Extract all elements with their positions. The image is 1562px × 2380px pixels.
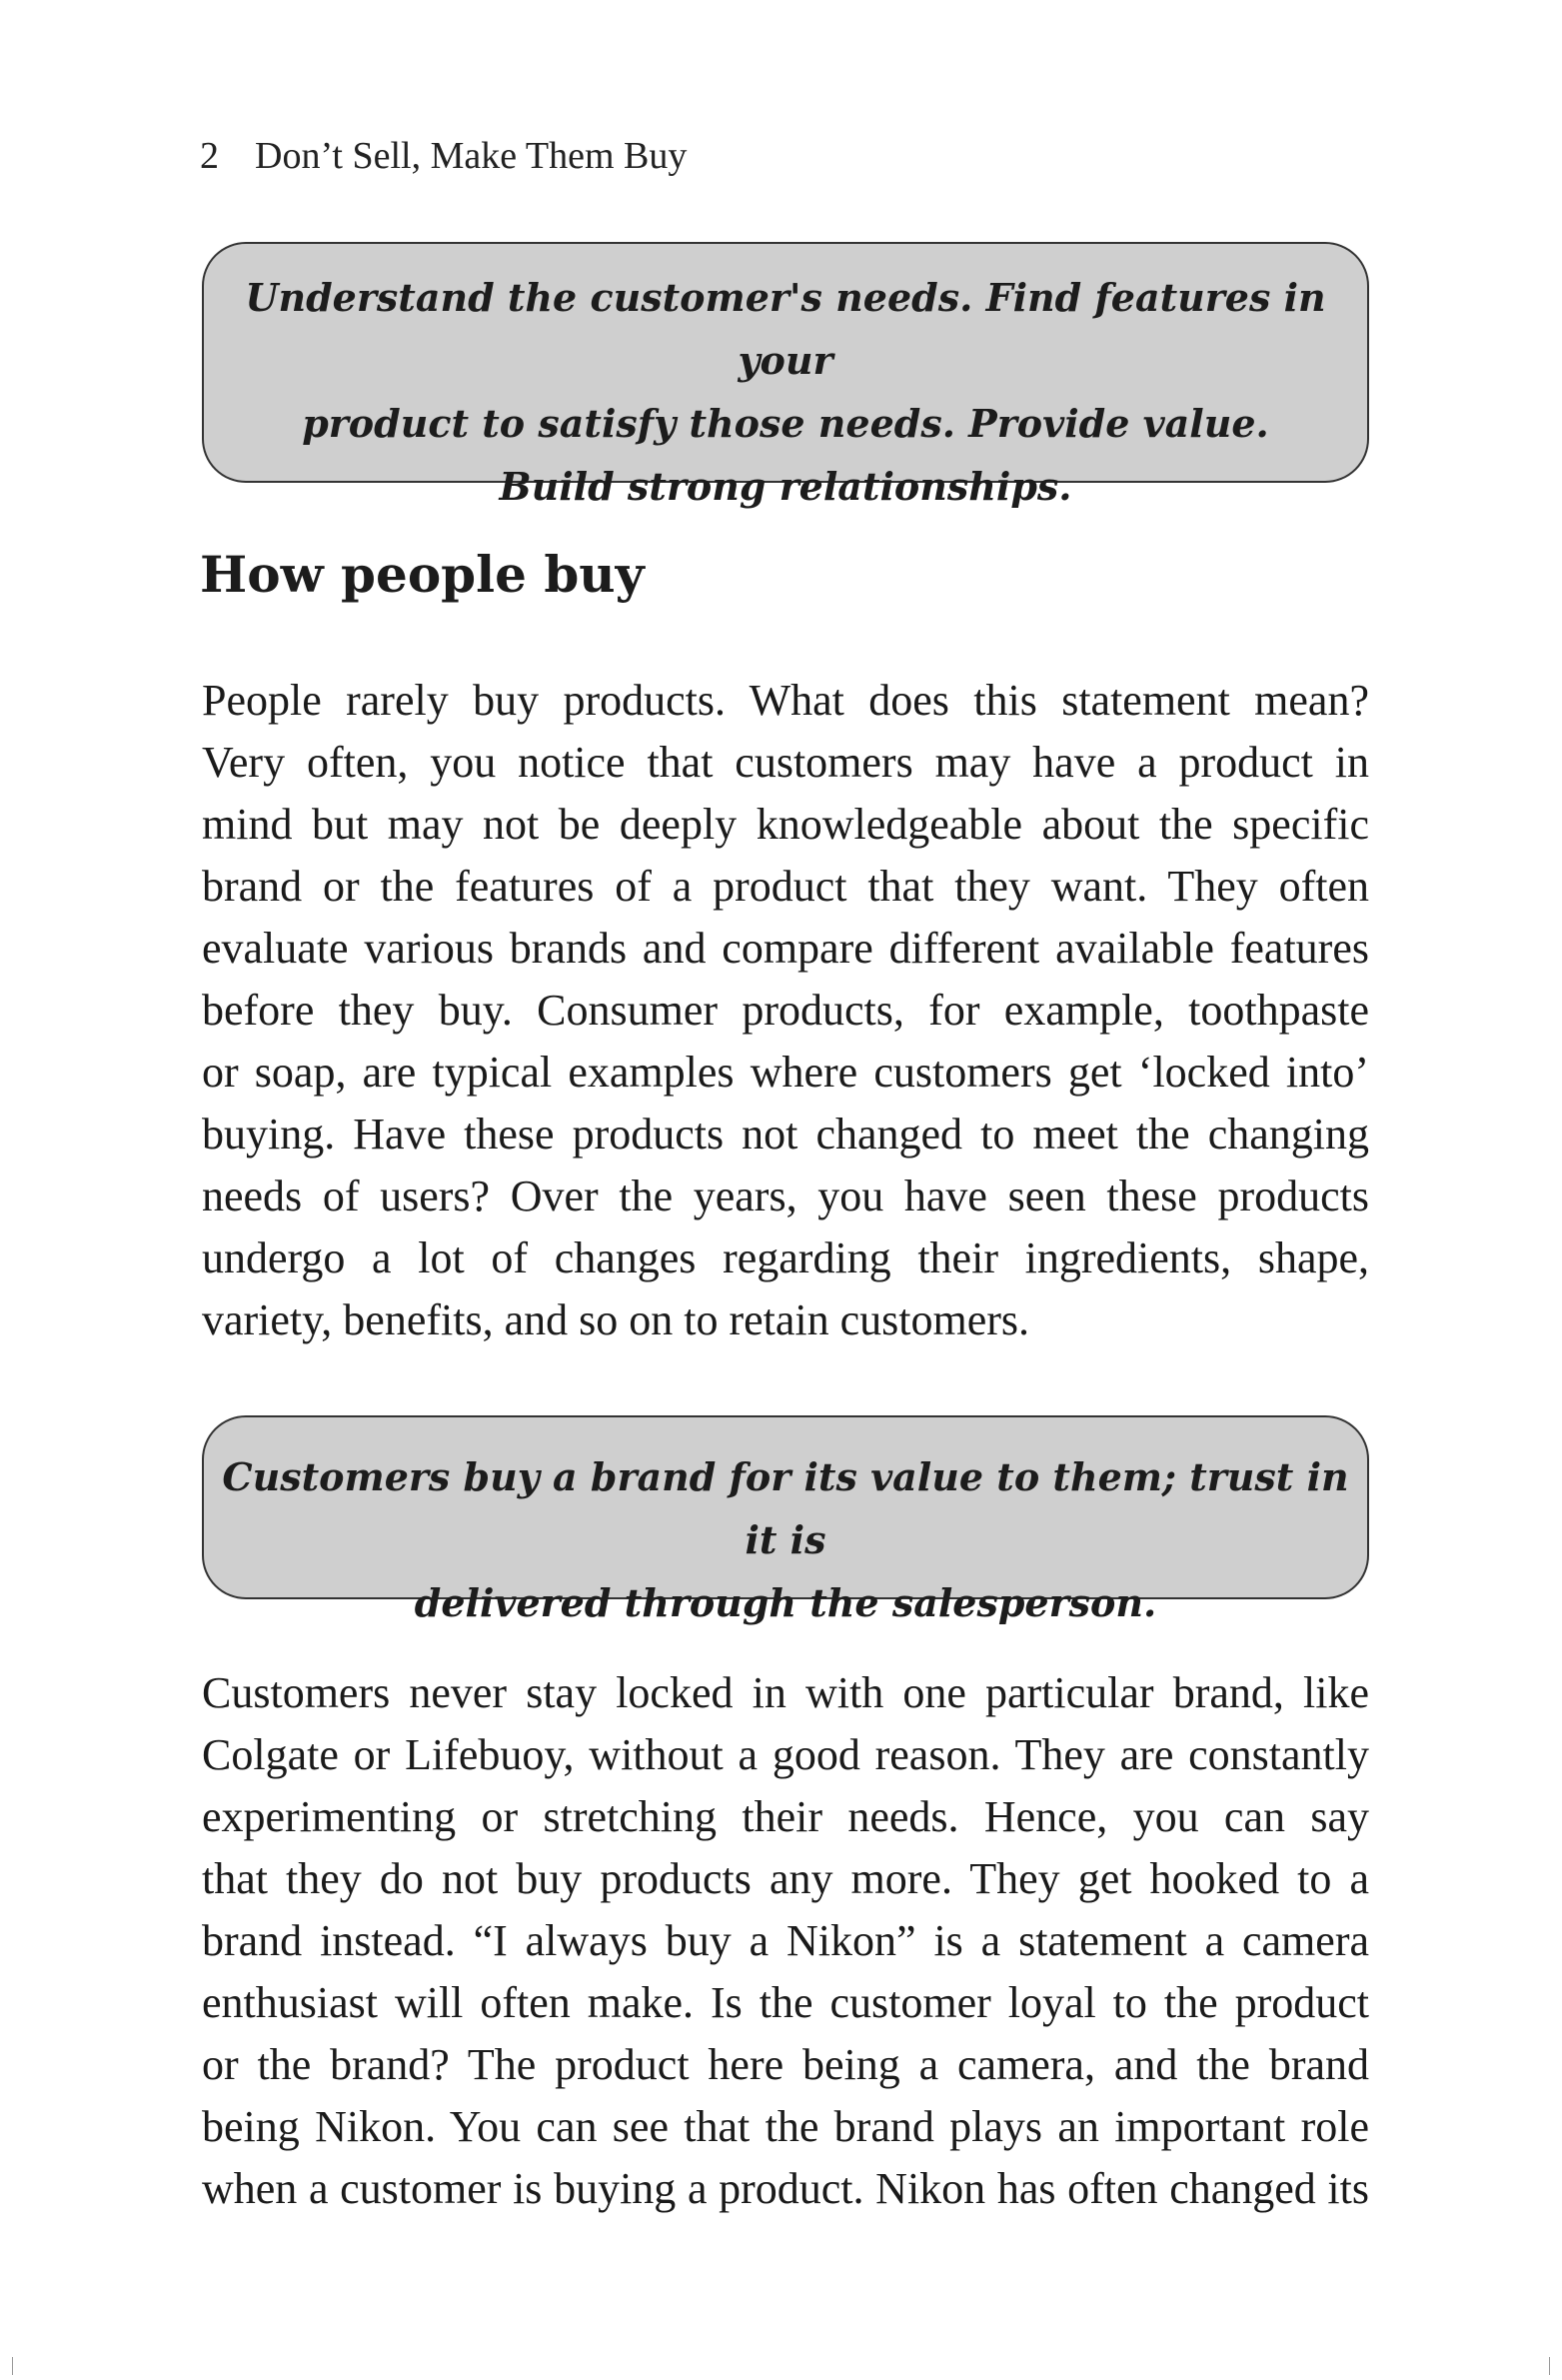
paragraph-1-line: Very often, you notice that customers may have a product in bbox=[202, 738, 1369, 787]
crop-mark bbox=[12, 2357, 13, 2375]
paragraph-1-line: needs of users? Over the years, you have seen these products bbox=[202, 1172, 1369, 1220]
callout-1-line: product to satisfy those needs. Provide value. bbox=[302, 401, 1269, 446]
paragraph-1 bbox=[202, 670, 1369, 1351]
paragraph-2-line: or the brand? The product here being a camera, and the brand bbox=[202, 2040, 1369, 2089]
callout-2-line: Customers buy a brand for its value to them; trust in it is bbox=[222, 1454, 1349, 1562]
paragraph-2-line: Customers never stay locked in with one particular brand, like bbox=[202, 1668, 1369, 1717]
paragraph-2-line: Colgate or Lifebuoy, without a good reason. They are constantly bbox=[202, 1730, 1369, 1779]
key-point-callout-1 bbox=[202, 242, 1369, 509]
paragraph-2-line: when a customer is buying a product. Nikon has often changed its bbox=[202, 2164, 1369, 2213]
callout-1-line: Understand the customer's needs. Find features in your bbox=[245, 275, 1326, 383]
callout-1-line: Build strong relationships. bbox=[499, 464, 1072, 509]
paragraph-1-line: People rarely buy products. What does this statement mean? bbox=[202, 676, 1369, 725]
page-number: 2 bbox=[200, 135, 219, 177]
paragraph-1-line: undergo a lot of changes regarding their ingredients, shape, bbox=[202, 1233, 1369, 1282]
book-title: Don’t Sell, Make Them Buy bbox=[255, 135, 688, 177]
paragraph-2-line: enthusiast will often make. Is the customer loyal to the product bbox=[202, 1978, 1369, 2027]
paragraph-2-line: being Nikon. You can see that the brand plays an important role bbox=[202, 2102, 1369, 2151]
crop-mark bbox=[1549, 2357, 1550, 2375]
paragraph-2 bbox=[202, 1662, 1369, 2220]
paragraph-1-line: mind but may not be deeply knowledgeable about the specific bbox=[202, 800, 1369, 849]
paragraph-2-line: brand instead. “I always buy a Nikon” is a statement a camera bbox=[202, 1916, 1369, 1965]
paragraph-1-line: before they buy. Consumer products, for example, toothpaste bbox=[202, 986, 1369, 1035]
callout-2-line: delivered through the salesperson. bbox=[414, 1580, 1157, 1625]
key-point-callout-2 bbox=[202, 1415, 1369, 1625]
section-heading: How people buy bbox=[200, 545, 645, 604]
paragraph-1-line: buying. Have these products not changed to meet the changing bbox=[202, 1110, 1369, 1159]
paragraph-2-line: that they do not buy products any more. They get hooked to a bbox=[202, 1854, 1369, 1903]
running-head bbox=[200, 134, 687, 178]
paragraph-1-line: variety, benefits, and so on to retain customers. bbox=[202, 1295, 1030, 1344]
paragraph-2-line: experimenting or stretching their needs. Hence, you can say bbox=[202, 1792, 1369, 1841]
paragraph-1-line: evaluate various brands and compare different available features bbox=[202, 924, 1369, 973]
paragraph-1-line: brand or the features of a product that they want. They often bbox=[202, 862, 1369, 911]
paragraph-1-line: or soap, are typical examples where customers get ‘locked into’ bbox=[202, 1048, 1369, 1097]
